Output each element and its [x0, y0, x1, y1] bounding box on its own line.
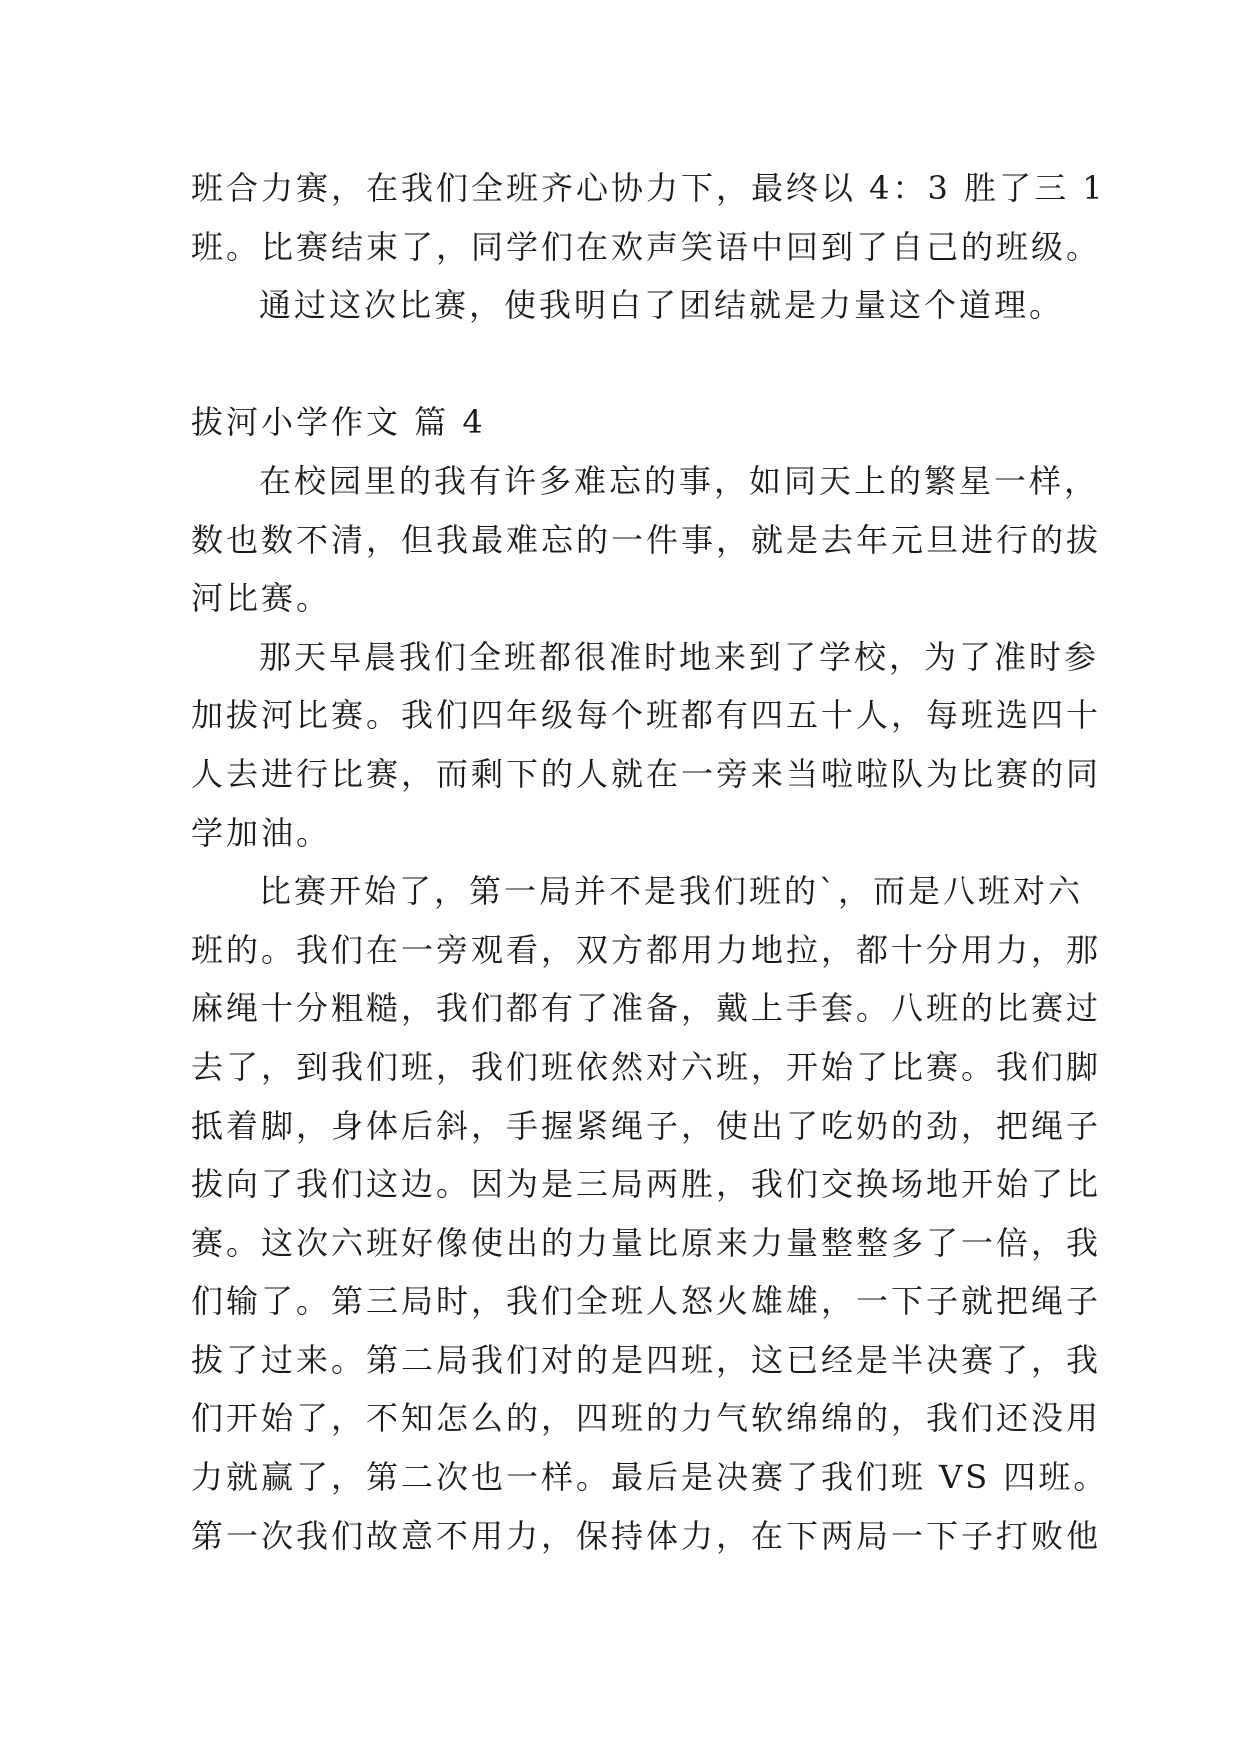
text-line: 学加油。 — [191, 813, 332, 852]
text-line: 麻绳十分粗糙，我们都有了准备，戴上手套。八班的比赛过 — [191, 989, 1102, 1028]
text-line: 班的。我们在一旁观看，双方都用力地拉，都十分用力，那 — [191, 930, 1102, 969]
text-line: 拔向了我们这边。因为是三局两胜，我们交换场地开始了比 — [191, 1165, 1102, 1204]
text-line: 们开始了，不知怎么的，四班的力气软绵绵的，我们还没用 — [191, 1399, 1102, 1438]
text-line: 去了，到我们班，我们班依然对六班，开始了比赛。我们脚 — [191, 1047, 1102, 1086]
text-line: 比赛开始了，第一局并不是我们班的`，而是八班对六 — [259, 872, 1084, 911]
text-line: 河比赛。 — [191, 579, 332, 618]
document-body — [191, 159, 1109, 1565]
text-line: 拔了过来。第二局我们对的是四班，这已经是半决赛了，我 — [191, 1340, 1102, 1379]
text-line: 力就赢了，第二次也一样。最后是决赛了我们班 VS 四班。 — [191, 1458, 1109, 1497]
conclusion-line: 通过这次比赛，使我明白了团结就是力量这个道理。 — [259, 286, 1065, 325]
text-line: 第一次我们故意不用力，保持体力，在下两局一下子打败他 — [191, 1516, 1102, 1555]
text-line: 在校园里的我有许多难忘的事，如同天上的繁星一样， — [259, 461, 1100, 500]
text-line: 加拔河比赛。我们四年级每个班都有四五十人，每班选四十 — [191, 696, 1102, 735]
text-line: 数也数不清，但我最难忘的一件事，就是去年元旦进行的拔 — [191, 520, 1102, 559]
text-line: 班。比赛结束了，同学们在欢声笑语中回到了自己的班级。 — [191, 227, 1102, 266]
section-title: 拔河小学作文 篇 4 — [191, 403, 486, 442]
text-line: 那天早晨我们全班都很准时地来到了学校，为了准时参 — [259, 637, 1100, 676]
text-line: 们输了。第三局时，我们全班人怒火雄雄，一下子就把绳子 — [191, 1282, 1102, 1321]
section-spacer — [191, 335, 1071, 394]
text-line: 人去进行比赛，而剩下的人就在一旁来当啦啦队为比赛的同 — [191, 754, 1102, 793]
text-line: 抵着脚，身体后斜，手握紧绳子，使出了吃奶的劲，把绳子 — [191, 1106, 1102, 1145]
text-line: 班合力赛，在我们全班齐心协力下，最终以 4：3 胜了三 1 — [191, 169, 1106, 207]
text-line: 赛。这次六班好像使出的力量比原来力量整整多了一倍，我 — [191, 1223, 1102, 1262]
